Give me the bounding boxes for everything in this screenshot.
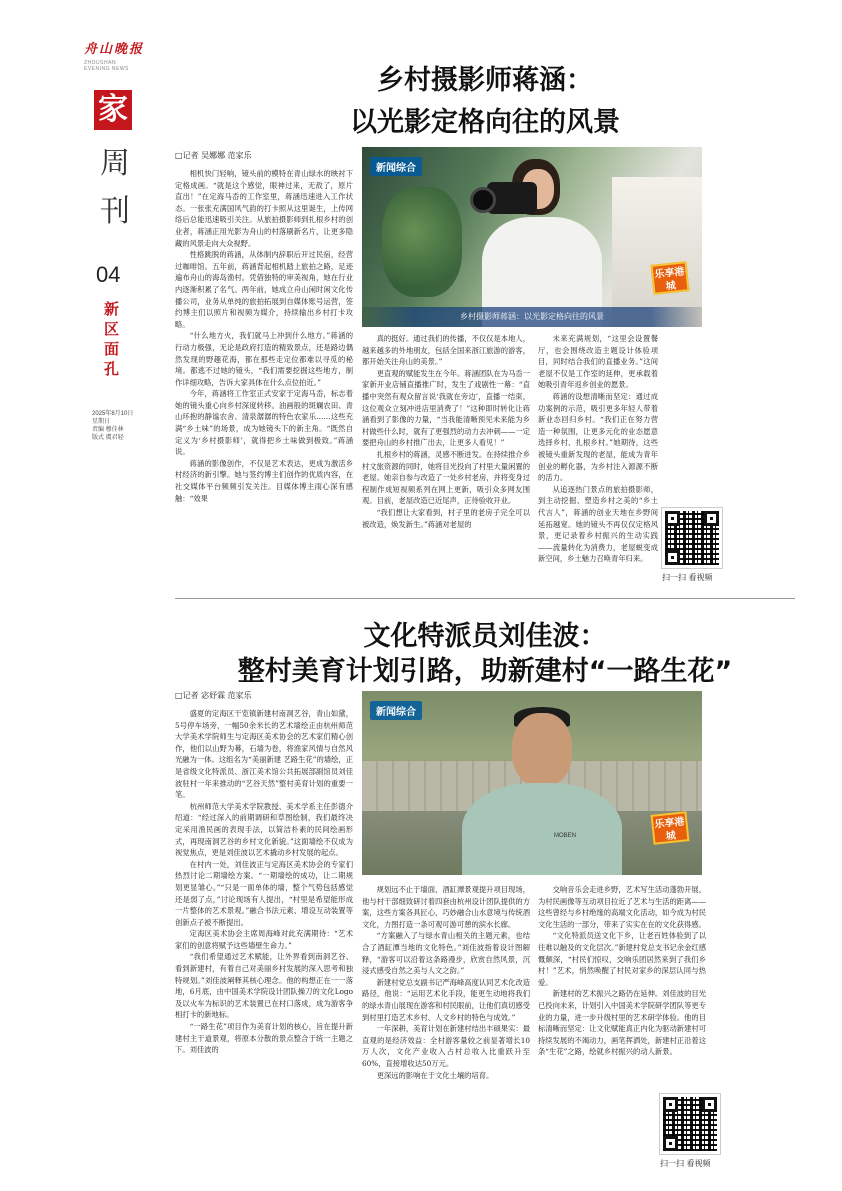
paragraph: 更深远的影响在于文化土壤的培育。 bbox=[376, 1070, 494, 1080]
qr-finder bbox=[665, 550, 680, 565]
wall-shape bbox=[612, 177, 702, 327]
sub-section-char-2: 区 bbox=[104, 320, 120, 338]
paragraph: 新建村的艺术振兴之路仍在延伸。刘佳波的目光已投向未来，计划引入中国美术学院研学团队等更专业的力量，进一步升级村里的艺术研学体验。他的目标清晰而坚定：让文化赋能真正内化为驱动新建村可持续发展的不竭动力，画笔挥洒处，新建村正沿着这条“生花”之路，绘就乡村振兴的动人新景。 bbox=[538, 989, 706, 1057]
issue-editor: 责编 穆佳林 bbox=[92, 427, 124, 433]
camera-lens bbox=[470, 187, 496, 213]
article2-qr-label: 扫一扫 看视频 bbox=[660, 1159, 711, 1168]
paragraph: 一年深耕，美育计划在新建村结出丰硕果实：最直观的是经济效益：全村游客量较之前显著增长10万人次，文化产业收入占村总收入比重跃升至60%，直接增收达50万元。 bbox=[362, 1024, 530, 1068]
sub-section-char-1: 新 bbox=[104, 300, 120, 318]
paragraph: 盛夏的定海区干览镇新建村南洞艺谷，青山如黛，5号停车场旁，一幅50余米长的艺术墙绘正由杭州师范大学美术学院师生与定海区美术协会的艺术家们精心创作，他们以山野为幕，石墙为卷，将渔家风情与自然风光融为一体。这组名为“美丽新建 艺路生花”的墙绘，正是省级文化特派员、浙江美术馆公共拓展部副馆员刘佳波驻村一年来推动的“艺谷天然”整村美育计划的重要一笔。 bbox=[175, 709, 353, 800]
program-badge: 乐享港城 bbox=[651, 261, 690, 295]
paragraph: “我们希望通过艺术赋能，让外界看到南洞艺谷、看到新建村，有着自己对美丽乡村发展的深入思考和独特规划。”刘佳波阐释其核心理念。他的构想正在一一落地，6月底，由中国美术学院设计团队操刀的文化Logo及以火车为标识的艺术装置已在村口落成，成为游客争相打卡的新地标。 bbox=[175, 952, 353, 1020]
article2-title-line2: 整村美育计划引路，助新建村“一路生花” bbox=[237, 656, 733, 687]
logo-chinese: 舟山晚报 bbox=[84, 42, 145, 57]
tv-logo: 新闻综合 bbox=[370, 157, 422, 176]
article1-column-1 bbox=[175, 168, 353, 586]
qr-finder bbox=[704, 511, 719, 526]
sub-section-char-3: 面 bbox=[104, 340, 120, 358]
person-shirt bbox=[462, 783, 622, 875]
paragraph: 相机快门轻响，镜头前的模特在青山绿水的映衬下定格成画。“就是这个感觉，眼神过来，无敌了，原片直出！”在定海马岙的工作室里，蒋涵迅速进入工作状态。一张张充满国风气韵的打卡照从这里诞生，上传网络后总能迅速吸引关注。从旅拍摄影师到扎根乡村的创业者，蒋涵正用光影为舟山的村落刷新名片，让更多隐藏的风景走向大众视野。 bbox=[175, 169, 353, 248]
issue-weekday: 星期日 bbox=[92, 419, 111, 425]
section-char-zhou: 周 bbox=[100, 146, 130, 181]
plants-shape bbox=[382, 187, 462, 297]
paragraph: “什么地方火，我们就马上冲到什么地方。”蒋涵的行动力极强，无论是政府打造的精致景点，还是路边偶然发现的野趣花海，都在那些走定位都难以寻觅的秘境。都逃不过她的镜头，“我们需要挖掘这些地方，制作详细攻略，告诉大家具体在什么点位拍近。” bbox=[175, 331, 353, 387]
qr-finder bbox=[663, 1136, 678, 1151]
paragraph: “我们想让大家看到，村子里的老房子完全可以被改造，焕发新生。”蒋涵对老屋的 bbox=[362, 507, 530, 529]
paragraph: 交响音乐会走进乡野，艺术写生活动蓬勃开展，为村民画像等互动项目拉近了艺术与生活的距离——这些曾经与乡村绝缘的高端文化活动，如今成为村民文化生活的一部分，带来了实实在在的文化获得感。 bbox=[538, 885, 706, 929]
paragraph: “一路生花”项目作为美育计划的核心，旨在提升新建村主干道景观，将原本分散的景点整合于统一主题之下。刘佳波的 bbox=[175, 1022, 353, 1055]
program-badge: 乐享港城 bbox=[651, 811, 690, 845]
article1-photo bbox=[362, 147, 702, 327]
qr-finder bbox=[702, 1097, 717, 1112]
article-divider bbox=[175, 598, 795, 599]
article2-title-line1: 文化特派员刘佳波： bbox=[363, 621, 607, 652]
article2-photo bbox=[362, 691, 702, 875]
newspaper-logo bbox=[84, 38, 156, 78]
paragraph: 蒋涵的设想清晰而坚定：通过成功案例的示范，吸引更多年轻人带着新业态回归乡村。“我们正在努力营造一种氛围，让更多元化的业态愿意选择乡村、扎根乡村。”她期待，这些被镜头重新发现的老屋，能成为青年创业的孵化器，为乡村注入源源不断的活力。 bbox=[538, 391, 658, 483]
page-number: 04 bbox=[96, 262, 121, 287]
qr-finder bbox=[663, 1097, 678, 1112]
paragraph: “文化特派员送文化下乡，让老百姓体验到了以往难以触及的文化层次。”新建村党总支书记余金红感慨颇深，“村民们惊叹，交响乐团居然来到了我们乡村！”艺术，悄然唤醒了村民对家乡的深层认同与热爱。 bbox=[538, 931, 706, 987]
paragraph: 在村内一处，刘佳波正与定海区美术协会的专家们热烈讨论二期墙绘方案。“一期墙绘的成功，让二期规划更显雏心。”“只是一面单体的墙，整个气势包括感觉还是弱了点，”讨论现场有人提出，“村里是希望能形成一片整体的艺术景观。”融合书法元素、增设互动装置等创新点子被不断提出。 bbox=[175, 859, 353, 927]
logo-english: ZHOUSHAN EVENING NEWS bbox=[84, 60, 129, 72]
article2-byline: □记者 宓妤霖 范家乐 bbox=[175, 691, 252, 700]
qr-finder bbox=[665, 511, 680, 526]
paragraph: “方案融入了与绿水青山相关的主题元素，也结合了酒缸潭当地的文化特色。”刘佳波指着设计图解释，“游客可以沿着这条路漫步，欣赏自然风景，沉浸式感受自然之美与人文之韵。” bbox=[362, 931, 530, 976]
shirt-logo: MOBEN bbox=[554, 833, 577, 839]
article2-column-2 bbox=[362, 884, 530, 1176]
photo-caption-bar: 乡村摄影师蒋涵：以光影定格向往的风景 bbox=[362, 307, 702, 327]
article1-column-2 bbox=[362, 333, 530, 586]
paragraph: 规划远不止于墙面，酒缸潭景观提升项目现场，他与村干部细致研讨着四套由杭州设计团队提供的方案，这些方案各具匠心，巧妙融合山水意境与传统酒文化，力图打造一条可观可游可憩的滨水长廊。 bbox=[362, 885, 530, 929]
issue-date: 2025年8月10日 bbox=[92, 411, 134, 417]
article1-column-3 bbox=[538, 333, 658, 586]
paragraph: 从追逐热门景点的旅拍摄影师，到主动挖掘、塑造乡村之美的“乡土代言人”，蒋涵的创业天地在乡野间延拓越宽。她的镜头不再仅仅定格风景，更记录着乡村振兴的生动实践——流量转化为消费力，老屋蜕变成新空间，乡土魅力召唤青年归来。 bbox=[538, 484, 658, 564]
article2-qr-code[interactable] bbox=[660, 1094, 720, 1154]
article1-qr-label: 扫一扫 看视频 bbox=[662, 573, 713, 582]
article1-title-line2: 以光影定格向往的风景 bbox=[350, 107, 620, 138]
paragraph: 蒋涵的影像创作，不仅是艺术表达，更成为激活乡村经济的新引擎。她与签约博主们创作的优质内容，在社交媒体平台频频引发关注。目媒体博主雨心深有感触：“效果 bbox=[175, 458, 353, 503]
paragraph: 更直观的赋能发生在今年。蒋涵团队在为马岙一家新开业店铺直播推广时，发生了戏剧性一幕：“直播中突然有观众留言说‘我就在旁边’，直播一结束，这位观众立刻冲进店里消费了！”这种即时转化让蒋涵看到了影像的力量，“当我能清晰预见未来能为乡村做些什么时，就有了更强烈的动力去冲刺——一定要把舟山的乡村推广出去，让更多人看见！” bbox=[362, 368, 530, 448]
article1-qr-code[interactable] bbox=[662, 508, 722, 568]
issue-designer: 版式 虞君轻 bbox=[92, 435, 124, 441]
paragraph: 性格跳脱的蒋涵，从体制内辞职后开过民宿，经营过咖啡馆。五年前，蒋涵背起相机踏上旅拍之路，足迹遍布舟山的海岛渔村。凭借独特的审美视角，她在行业内逐渐积累了名气。两年前，她成立舟山闲时闲文化传播公司，业务从单纯的旅拍拓展到自媒体账号运营，签约博主们以照片和视频为媒介，持续输出乡村打卡攻略。 bbox=[175, 250, 353, 329]
sub-section-char-4: 孔 bbox=[104, 360, 120, 378]
article1-byline: □记者 吴娜娜 范家乐 bbox=[175, 151, 252, 160]
paragraph: 今年，蒋涵将工作室正式安家于定海马岙，标志着她的镜头重心向乡村深度转移。油画般的斑斓农田、青山环抱的静谧农舍、清泉潺潺的特色农家乐……这些充满“乡土味”的场景，成为她镜头下的新主角。“既然自定义为‘乡村摄影师’，就得把乡土味做到极致。”蒋涵说。 bbox=[175, 389, 353, 457]
article1-title-line1: 乡村摄影师蒋涵： bbox=[377, 65, 593, 96]
paragraph: 扎根乡村的蒋涵，灵感不断迸发。在持续推介乡村文旅资源的同时，她将目光投向了村里大量闲置的老屋。她亲自参与改造了一处乡村老房，并将变身过程制作成短视频系列在网上更新，吸引众多网友围观。目前，老屋改造已近尾声，正待验收开业。 bbox=[362, 449, 530, 506]
paragraph: 定海区美术协会主席周海峰对此充满期待：“艺术家们的创意将赋予这些墙壁生命力。” bbox=[175, 929, 353, 950]
person-face bbox=[512, 713, 572, 787]
paragraph: 真的挺好。通过我们的传播，不仅仅是本地人，越来越多的外地朋友，包括全国来浙江旅游的游客，都开始关注舟山的美景。” bbox=[362, 334, 530, 367]
issue-meta bbox=[92, 410, 133, 442]
paragraph: 未来充满规划，“这里会设置餐厅，也会围绕改造主题设计体验项目，同时结合我们的直播业务。”这间老屋不仅是工作室的延伸，更承载着她吸引青年返乡创业的愿景。 bbox=[538, 334, 658, 390]
paragraph: 新建村党总支副书记严海峰高度认同艺术化改造路径，他说：“运用艺术化手段，能更生动地将我们的绿水青山展现在游客和村民眼前，让他们真切感受到村里打造艺术乡村、人文乡村的特色与成效。” bbox=[362, 977, 530, 1022]
tv-logo: 新闻综合 bbox=[370, 701, 422, 720]
section-box: 家 bbox=[94, 90, 132, 130]
article2-column-1 bbox=[175, 708, 353, 1176]
section-char-kan: 刊 bbox=[100, 194, 130, 229]
paragraph: 杭州师范大学美术学院教授、美术学系主任彭德介绍道：“经过深入的前期调研和草图绘制，我们最终决定采用渔民画的表现手法，以简洁朴素的民间绘画形式，再现南洞艺谷的乡村文化新貌。”这面墙绘不仅成为视觉焦点，更是刘佳波以艺术撬动乡村发展的起点。 bbox=[175, 801, 353, 858]
